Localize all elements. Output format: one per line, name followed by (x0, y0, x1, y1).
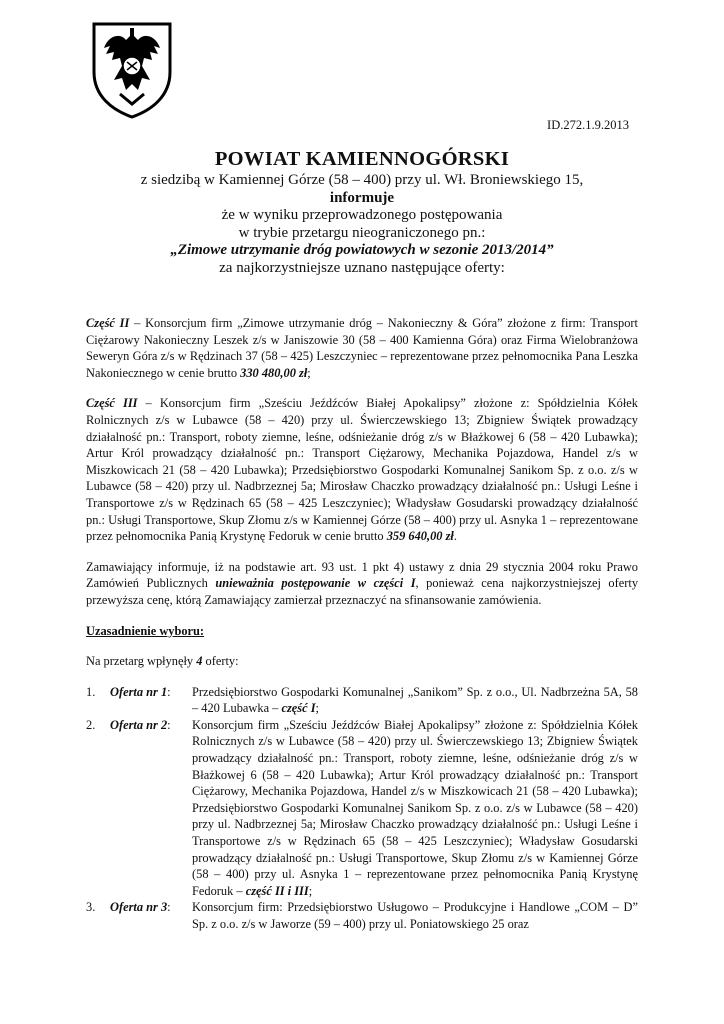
best-offers-line: za najkorzystniejsze uznano następujące oferty: (219, 259, 505, 276)
part-3-paragraph: Część III – Konsorcjum firm „Sześciu Jeźdźców Białej Apokalipsy” złożone z: Spółdzielnia Kółek Rolnicznych z/s w Lubawce (58 – 420) przy ul. Świerczewskiego 13; Zbigniew Świątek prowadzący działalność pn.: Transport, roboty ziemne, leśne, odśnieżanie dróg z/s w Błażkowej 6 (58 – 420 Lubawka); Artur Król prowadzący działalność pn.: Transport Ciężarowy, Mechanika Pojazdowa, Handel z/s w Miszkowicach 21 (58 – 420 Lubawka); Przedsiębiorstwo Gospodarki Komunalnej Sanikom Sp. z o.o. z/s w Lubawce (58 – 420) przy ul. Nadbrzeznej 5a; Mirosław Chaczko prowadzący działalność pn.: Usługi Leśne i Transportowe z/s w Rędzinach 65 (58 – 425 Leszczyniec); Władysław Gosudarski prowadzący działalność pn.: Usługi Transportowe, Skup Złomu z/s w Kamiennej Górze (58 – 400) przy ul. Asnyka 1 – reprezentowane przez pełnomocnika Panią Krystynę Fedoruk w cenie brutto 359 640,00 zł. (86, 396, 638, 544)
document-body (86, 315, 638, 933)
part-2-price: 330 480,00 zł (240, 365, 308, 380)
part-2-paragraph: Część II – Konsorcjum firm „Zimowe utrzymanie dróg – Nakonieczny & Góra” złożone z firm: Transport Ciężarowy Nakonieczny Leszek z/s w Janiszowie 30 (58 – 400 Kamienna Góra) oraz Firma Wielobranżowa Seweryn Góra z/s w Rędzinach 37 (58 – 425) Leszczyniec – reprezentowane przez pełnomocnika Pana Leszka Nakoniecznego w cenie brutto 330 480,00 zł; (86, 316, 638, 380)
mode-line: w trybie przetargu nieograniczonego pn.: (238, 224, 486, 241)
informuje-line: informuje (329, 189, 395, 206)
page-title: POWIAT KAMIENNOGÓRSKI (214, 148, 510, 170)
result-line: że w wyniku przeprowadzonego postępowania (221, 207, 503, 223)
list-item: 2. Oferta nr 2: Konsorcjum firm „Sześciu Jeźdźców Białej Apokalipsy” złożone z: Spółdzielnia Kółek Rolnicznych z/s w Lubawce (58 – 420) przy ul. Świerczewskiego 13; Zbigniew Świątek prowadzący działalność pn.: Transport, roboty ziemne, leśne, odśnieżanie dróg z/s w Błażkowej 6 (58 – 420 Lubawka); Artur Król prowadzący działalność pn.: Transport Ciężarowy, Mechanika Pojazdowa, Handel z/s w Miszkowicach 21 (58 – 420 Lubawka); Przedsiębiorstwo Gospodarki Komunalnej Sanikom Sp. z o.o. z/s w Lubawce (58 – 420) przy ul. Nadbrzeznej 5a; Mirosław Chaczko prowadzący działalność pn.: Usługi Leśne i Transportowe z/s w Rędzinach 65 (58 – 425 Leszczyniec); Władysław Gosudarski prowadzący działalność pn.: Usługi Transportowe, Skup Złomu z/s w Kamiennej Górze (58 – 400) przy ul. Asnyka 1 – reprezentowane przez pełnomocnika Panią Krystynę Fedoruk – część II i III; (86, 717, 638, 898)
part-2-label: Część II (86, 316, 130, 330)
part-3-price: 359 640,00 zł (386, 529, 454, 544)
document-header (60, 146, 664, 277)
document-id: ID.272.1.9.2013 (547, 118, 629, 132)
annulment-paragraph: Zamawiający informuje, iż na podstawie art. 93 ust. 1 pkt 4) ustawy z dnia 29 stycznia 2004 roku Prawo Zamówień Publicznych unieważnia postępowanie w części I, ponieważ cena najkorzystniejszej oferty przewyższa cenę, którą Zamawiający zamierzał przeznaczyć na sfinansowanie zamówienia. (86, 559, 639, 607)
offers-list (86, 684, 638, 933)
tender-name: „Zimowe utrzymanie dróg powiatowych w sezonie 2013/2014” (170, 242, 554, 258)
list-item: 3. Oferta nr 3: Konsorcjum firm: Przedsiębiorstwo Usługowo – Produkcyjne i Handlowe „COM – D” Sp. z o.o. z/s w Jaworze (59 – 400) przy ul. Poniatowskiego 25 oraz (86, 900, 638, 931)
annulment-bold: unieważnia postępowanie w części I (215, 576, 416, 591)
coat-of-arms-icon (90, 20, 174, 120)
list-item: 1. Oferta nr 1: Przedsiębiorstwo Gospodarki Komunalnej „Sanikom” Sp. z o.o., Ul. Nadbrzeżna 5A, 58 – 420 Lubawka – część I; (86, 684, 638, 716)
part-3-label: Część III (86, 396, 138, 411)
justification-intro: Na przetarg wpłynęły 4 oferty: (86, 654, 239, 669)
justification-heading: Uzasadnienie wyboru: (86, 623, 205, 638)
seat-line: z siedzibą w Kamiennej Górze (58 – 400) przy ul. Wł. Broniewskiego 15, (140, 172, 584, 188)
